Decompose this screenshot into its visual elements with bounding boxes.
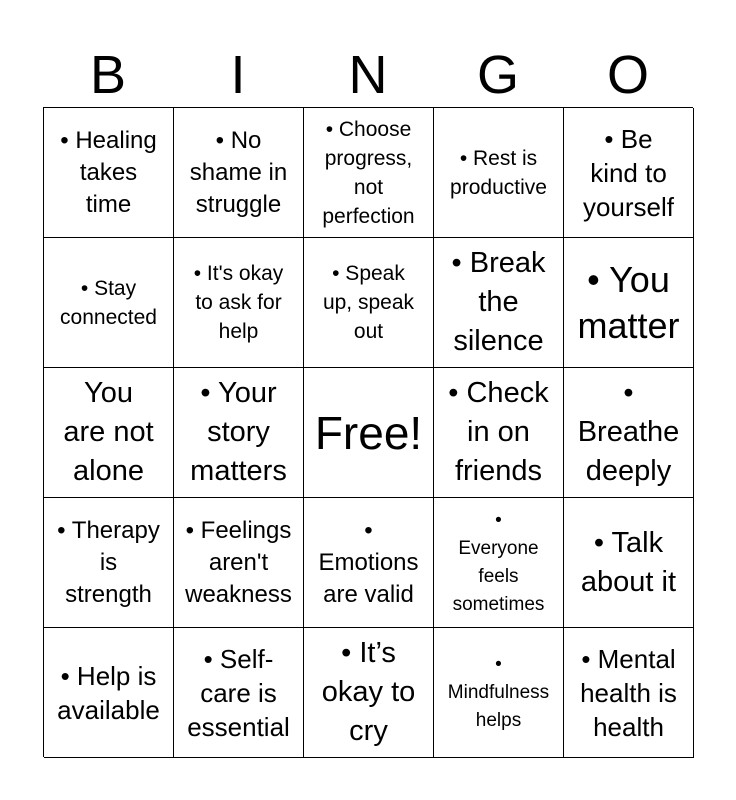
cell-text: • Be kind to yourself bbox=[582, 123, 675, 222]
cell-text: • Emotions are valid bbox=[318, 516, 419, 608]
cell-text: • Stay connected bbox=[60, 276, 157, 329]
cell-text: You are not alone bbox=[63, 377, 154, 487]
cell-text: • Help is available bbox=[57, 660, 160, 725]
header-letter-i: I bbox=[230, 45, 246, 105]
cell-text: • Breathe deeply bbox=[577, 377, 680, 487]
cell-text: • Mindfulness helps bbox=[447, 653, 550, 731]
bingo-cell-r2-c4 bbox=[434, 238, 564, 368]
bingo-cell-r1-c4 bbox=[434, 108, 564, 238]
bingo-board bbox=[43, 107, 693, 757]
bingo-cell-r2-c2 bbox=[174, 238, 304, 368]
bingo-cell-r5-c1 bbox=[44, 628, 174, 758]
cell-text: • Rest is productive bbox=[450, 146, 547, 199]
cell-text: • You matter bbox=[577, 258, 680, 346]
header-letter-g: G bbox=[476, 45, 519, 105]
bingo-cell-r3-c1 bbox=[44, 368, 174, 498]
free-space-label: Free! bbox=[314, 406, 423, 459]
cell-text: • Choose progress, not perfection bbox=[322, 117, 415, 228]
bingo-cell-free bbox=[304, 368, 434, 498]
bingo-cell-r4-c5 bbox=[564, 498, 694, 628]
cell-text: • Everyone feels sometimes bbox=[452, 509, 545, 615]
bingo-cell-r2-c1 bbox=[44, 238, 174, 368]
bingo-cell-r2-c5 bbox=[564, 238, 694, 368]
cell-text: • Your story matters bbox=[190, 377, 287, 487]
cell-text: • It's okay to ask for help bbox=[193, 262, 284, 343]
cell-text: • Mental health is health bbox=[580, 643, 677, 742]
cell-text: • Feelings aren't weakness bbox=[185, 516, 292, 608]
bingo-cell-r4-c1 bbox=[44, 498, 174, 628]
bingo-cell-r3-c5 bbox=[564, 368, 694, 498]
cell-text: • Self- care is essential bbox=[187, 643, 290, 742]
bingo-cell-r5-c5 bbox=[564, 628, 694, 758]
header-letter-b: B bbox=[89, 45, 127, 105]
bingo-cell-r3-c4 bbox=[434, 368, 564, 498]
cell-text: • Therapy is strength bbox=[57, 516, 160, 608]
bingo-cell-r4-c2 bbox=[174, 498, 304, 628]
header-letter-n: N bbox=[348, 45, 388, 105]
cell-text: • Break the silence bbox=[451, 247, 546, 357]
bingo-cell-r3-c2 bbox=[174, 368, 304, 498]
bingo-cell-r2-c3 bbox=[304, 238, 434, 368]
header-letter-o: O bbox=[606, 45, 649, 105]
bingo-cell-r5-c4 bbox=[434, 628, 564, 758]
bingo-cell-r4-c4 bbox=[434, 498, 564, 628]
bingo-cell-r1-c2 bbox=[174, 108, 304, 238]
bingo-cell-r1-c5 bbox=[564, 108, 694, 238]
bingo-cell-r1-c1 bbox=[44, 108, 174, 238]
bingo-cell-r1-c3 bbox=[304, 108, 434, 238]
bingo-header bbox=[43, 44, 693, 106]
bingo-cell-r5-c3 bbox=[304, 628, 434, 758]
bingo-cell-r5-c2 bbox=[174, 628, 304, 758]
cell-text: • Speak up, speak out bbox=[322, 262, 415, 343]
bingo-cell-r4-c3 bbox=[304, 498, 434, 628]
cell-text: • Healing takes time bbox=[60, 126, 157, 218]
cell-text: • Check in on friends bbox=[448, 377, 549, 487]
cell-text: • No shame in struggle bbox=[189, 126, 288, 218]
cell-text: • It’s okay to cry bbox=[321, 637, 416, 747]
cell-text: • Talk about it bbox=[580, 526, 677, 598]
